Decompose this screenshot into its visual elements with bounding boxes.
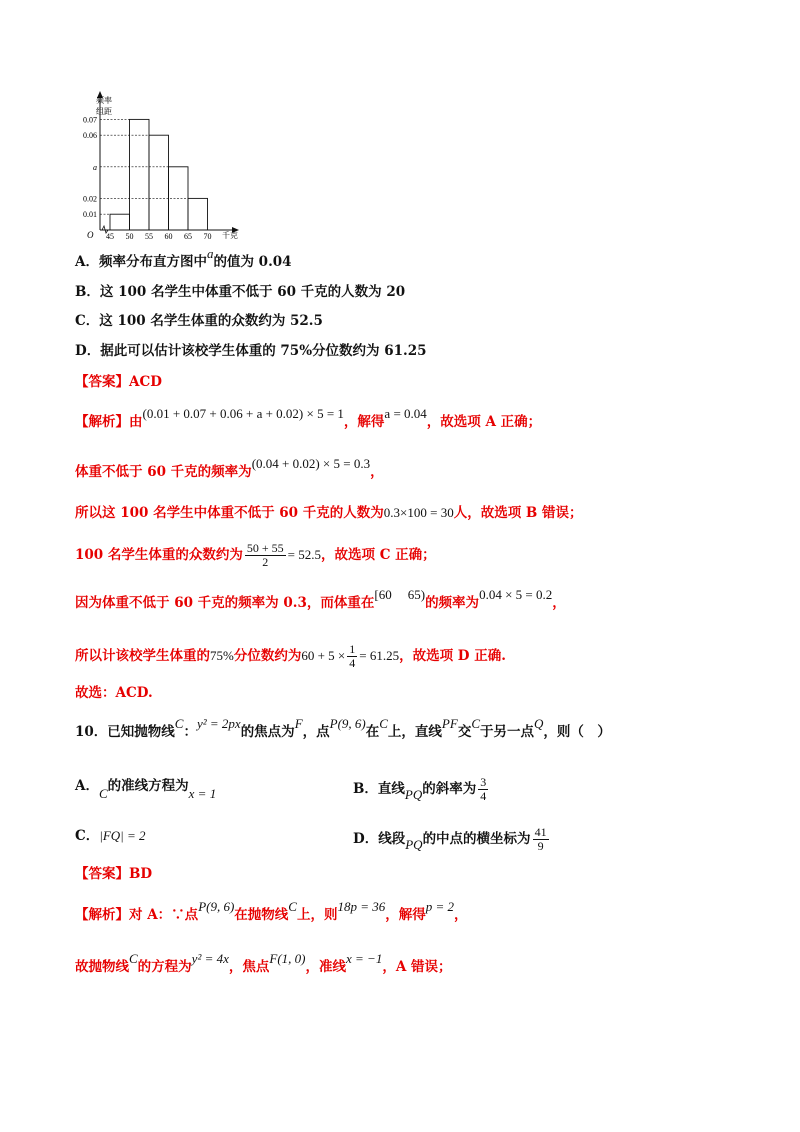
math: (0.01 + 0.07 + 0.06 + a + 0.02) × 5 = 1 (142, 406, 344, 421)
text: 的中点的横坐标为 (422, 831, 531, 847)
q9-explanation-line-5 (75, 587, 566, 613)
text: 所以这 100 名学生中体重不低于 60 千克的人数为 (75, 505, 384, 521)
math: x = −1 (346, 951, 383, 966)
text: ，故选项 D 正确. (399, 648, 506, 664)
histogram-bar (110, 214, 130, 230)
math-var: C (129, 951, 138, 966)
denominator: 2 (262, 555, 269, 569)
text: ，则（ ） (543, 724, 611, 740)
text: 的频率为 (425, 595, 480, 611)
y-tick-label: 0.02 (83, 194, 97, 204)
math: PF (441, 716, 458, 731)
q10-option-c (75, 826, 146, 846)
math: x = 1 (188, 786, 217, 801)
y-tick-label: 0.01 (83, 210, 97, 220)
text: ： (183, 724, 197, 740)
math-var: C (174, 716, 184, 731)
text: ，焦点 (228, 959, 270, 975)
fraction (478, 776, 488, 803)
text: D．线段 (353, 831, 406, 847)
denominator: 4 (349, 656, 356, 670)
math: 0.04 × 5 = 0.2 (479, 587, 553, 602)
q9-final-answer: 故选：ACD. (75, 685, 153, 701)
q10-answer: 【答案】BD (75, 866, 153, 882)
text: 交 (457, 724, 472, 740)
histogram-bar (188, 198, 208, 230)
q9-option-a (75, 246, 292, 272)
q10-explanation-line-1 (75, 899, 468, 925)
math: PQ (405, 837, 423, 852)
text: 于另一点 (479, 724, 534, 740)
x-tick-label: 55 (145, 232, 153, 241)
math-var: F (294, 716, 303, 731)
math: |FQ| = 2 (99, 828, 146, 843)
denominator: 4 (480, 789, 487, 803)
math: = 52.5 (287, 547, 322, 562)
text: ， (454, 907, 468, 923)
text: 在抛物线 (234, 907, 289, 923)
math: a = 0.04 (384, 406, 427, 421)
text: ，A 错误； (382, 959, 452, 975)
q9-explanation-line-3 (75, 503, 583, 523)
origin-label: O (87, 230, 94, 240)
text: ，故选项 C 正确； (321, 547, 436, 563)
text: 的斜率为 (422, 781, 477, 797)
text: ，点 (302, 724, 330, 740)
math: P(9, 6) (198, 899, 235, 914)
numerator: 3 (480, 775, 487, 789)
text: ，故选项 A 正确； (426, 414, 542, 430)
fraction (245, 542, 286, 569)
math: y² = 4x (191, 951, 229, 966)
text: 的准线方程为 (107, 778, 189, 794)
y-tick-label: 0.06 (83, 131, 97, 141)
math-var: C (471, 716, 480, 731)
text: ， (370, 464, 384, 480)
math: (0.04 + 0.02) × 5 = 0.3 (251, 456, 371, 471)
q9-option-b: B．这 100 名学生中体重不低于 60 千克的人数为 20 (75, 284, 406, 300)
math: 65) (407, 587, 426, 602)
denominator: 9 (537, 839, 544, 853)
q10-explanation-line-2 (75, 951, 452, 977)
text: 【解析】对 A：∵点 (75, 907, 199, 923)
text: A． (75, 778, 99, 794)
text: 上，则 (296, 907, 338, 923)
option-text: 的值为 0.04 (213, 254, 292, 270)
text: 所以计该校学生体重的 (75, 648, 210, 664)
q10-stem (75, 716, 611, 742)
math: [60 (374, 587, 392, 602)
q9-option-d: D．据此可以估计该校学生体重的 75%分位数约为 61.25 (75, 343, 427, 359)
q10-option-a (75, 776, 217, 801)
numerator: 41 (534, 825, 547, 839)
numerator: 1 (349, 642, 356, 656)
text: 人，故选项 B 错误； (453, 505, 583, 521)
q9-explanation-line-1 (75, 406, 542, 432)
text: ，解得 (385, 907, 426, 923)
text: 在 (365, 724, 380, 740)
histogram-bar (149, 135, 169, 230)
x-tick-label: 60 (164, 232, 173, 241)
text: 体重不低于 60 千克的频率为 (75, 464, 252, 480)
fraction (347, 643, 357, 670)
histogram-bar (130, 119, 150, 230)
q9-answer: 【答案】ACD (75, 374, 162, 390)
math: 18p = 36 (337, 899, 386, 914)
q10-option-b (353, 776, 490, 803)
text: 因为体重不低于 60 千克的频率为 0.3，而体重在 (75, 595, 375, 611)
text: 分位数约为 (233, 648, 302, 664)
numerator: 50 + 55 (246, 541, 284, 555)
math: p = 2 (425, 899, 455, 914)
y-axis-label-top: 频率 (96, 96, 112, 105)
text: 100 名学生体重的众数约为 (75, 547, 243, 563)
math: F(1, 0) (269, 951, 306, 966)
math-var: Q (533, 716, 544, 731)
option-text: A．频率分布直方图中 (75, 254, 207, 270)
math-var: a (206, 246, 214, 261)
math-var: C (379, 716, 388, 731)
q10-option-d (353, 826, 551, 853)
text: 上，直线 (387, 724, 442, 740)
math: 60 + 5 × (301, 648, 346, 663)
math: = 61.25 (359, 648, 400, 663)
q9-option-c: C．这 100 名学生体重的众数约为 52.5 (75, 313, 323, 329)
y-axis-label-bottom: 组距 (96, 107, 112, 116)
x-tick-label: 65 (184, 232, 192, 241)
q9-explanation-line-6 (75, 643, 506, 670)
math: 75% (210, 648, 234, 663)
text: 【解析】由 (75, 414, 143, 430)
text: ，解得 (343, 414, 385, 430)
math: 0.3×100 = 30 (383, 505, 454, 520)
text: C． (75, 828, 100, 844)
q9-explanation-line-4 (75, 542, 436, 569)
text: 故抛物线 (75, 959, 129, 975)
text: 10．已知抛物线 (75, 724, 175, 740)
text: B．直线 (353, 781, 405, 797)
y-tick-label: 0.07 (83, 115, 97, 125)
text: 的焦点为 (240, 724, 295, 740)
text: ，准线 (305, 959, 346, 975)
x-tick-label: 50 (125, 232, 134, 241)
math: PQ (404, 787, 423, 802)
math: y² = 2px (196, 716, 241, 731)
q9-explanation-line-2 (75, 456, 384, 482)
math-var: C (98, 786, 108, 801)
x-axis-label: 千克 (222, 231, 238, 240)
text: ， (552, 595, 566, 611)
text: 的方程为 (137, 959, 192, 975)
frequency-histogram (70, 90, 250, 250)
x-tick-label: 45 (106, 232, 114, 241)
y-tick-label: a (93, 162, 97, 172)
math: P(9, 6) (329, 716, 366, 731)
fraction (533, 826, 549, 853)
x-tick-label: 70 (203, 232, 212, 241)
math-var: C (288, 899, 297, 914)
